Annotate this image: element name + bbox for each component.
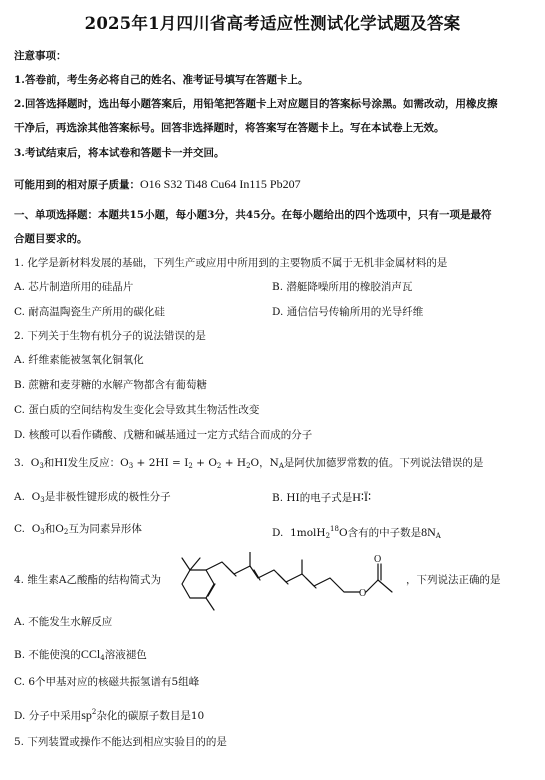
q3-option-a: A. $O_3$是非极性键形成的极性分子 xyxy=(14,491,171,504)
notes-heading: 注意事项： xyxy=(14,50,67,62)
vitamin-a-acetate-structure xyxy=(168,552,406,614)
q1-option-b: B. 潜艇降噪所用的橡胶消声瓦 xyxy=(272,281,413,293)
hi-electron-formula: H∶Ï∶ xyxy=(352,490,372,504)
svg-text:O: O xyxy=(374,554,382,565)
q3-option-d: D. 1molH$_2^{18}$O含有的中子数是$8N_A$ xyxy=(272,525,441,540)
note-3: 3.考试结束后，将本试卷和答题卡一并交回。 xyxy=(14,147,225,159)
section-1-heading-line-1: 一、单项选择题：本题共15小题，每小题3分，共45分。在每小题给出的四个选项中，只有一项是最符 xyxy=(14,209,492,221)
q3-option-b: B. HI的电子式是H∶Ï∶ xyxy=(272,490,372,504)
q5-stem: 5. 下列装置或操作不能达到相应实验目的的是 xyxy=(14,736,227,748)
atomic-masses-values: O16 S32 Ti48 Cu64 In115 Pb207 xyxy=(140,177,301,191)
q4-option-b: B. 不能使溴的CCl$_4$溶液褪色 xyxy=(14,647,147,662)
q2-option-d: D. 核酸可以看作磷酸、戊糖和碱基通过一定方式结合而成的分子 xyxy=(14,429,313,441)
q1-stem: 1. 化学是新材料发展的基础，下列生产或应用中所用到的主要物质不属于无机非金属材料的是 xyxy=(14,257,448,269)
q1-option-a: A. 芯片制造所用的硅晶片 xyxy=(14,281,134,293)
q2-option-a: A. 纤维素能被氢氧化铜氧化 xyxy=(14,354,144,366)
q4-stem-prefix: 4. 维生素A乙酸酯的结构简式为 xyxy=(14,574,161,586)
note-2-line-1: 2.回答选择题时，选出每小题答案后，用铅笔把答题卡上对应题目的答案标号涂黑。如需改动，用橡皮擦 xyxy=(14,98,498,110)
q2-stem: 2. 下列关于生物有机分子的说法错误的是 xyxy=(14,330,206,342)
q2-option-c: C. 蛋白质的空间结构发生变化会导致其生物活性改变 xyxy=(14,404,260,416)
q4-option-a: A. 不能发生水解反应 xyxy=(14,616,113,628)
q3-option-c: C. $O_3$和$O_2$互为同素异形体 xyxy=(14,523,142,536)
q2-option-b: B. 蔗糖和麦芽糖的水解产物都含有葡萄糖 xyxy=(14,379,207,391)
q3-stem: 3. $O_3$和HI发生反应：$O_3 + 2HI = I_2 + O_2 + H_2O$，$N_A$是阿伏加德罗常数的值。下列说法错误的是 xyxy=(14,457,484,470)
q4-option-c: C. 6个甲基对应的核磁共振氢谱有5组峰 xyxy=(14,676,200,688)
note-2-line-2: 干净后，再选涂其他答案标号。回答非选择题时，将答案写在答题卡上。写在本试卷上无效。 xyxy=(14,122,445,134)
page-title: 2025年1月四川省高考适应性测试化学试题及答案 xyxy=(84,14,461,33)
q1-option-d: D. 通信信号传输所用的光导纤维 xyxy=(272,306,424,318)
atomic-masses xyxy=(14,177,301,192)
atomic-masses-label: 可能用到的相对原子质量： xyxy=(14,179,140,191)
section-1-heading-line-2: 合题目要求的。 xyxy=(14,233,88,245)
svg-text:O: O xyxy=(359,588,367,599)
q4-stem-suffix: ，下列说法正确的是 xyxy=(406,574,501,586)
q4-option-d: D. 分子中采用$sp^2$杂化的碳原子数目是10 xyxy=(14,708,205,722)
q1-option-c: C. 耐高温陶瓷生产所用的碳化硅 xyxy=(14,306,165,318)
note-1: 1.答卷前，考生务必将自己的姓名、准考证号填写在答题卡上。 xyxy=(14,74,309,86)
